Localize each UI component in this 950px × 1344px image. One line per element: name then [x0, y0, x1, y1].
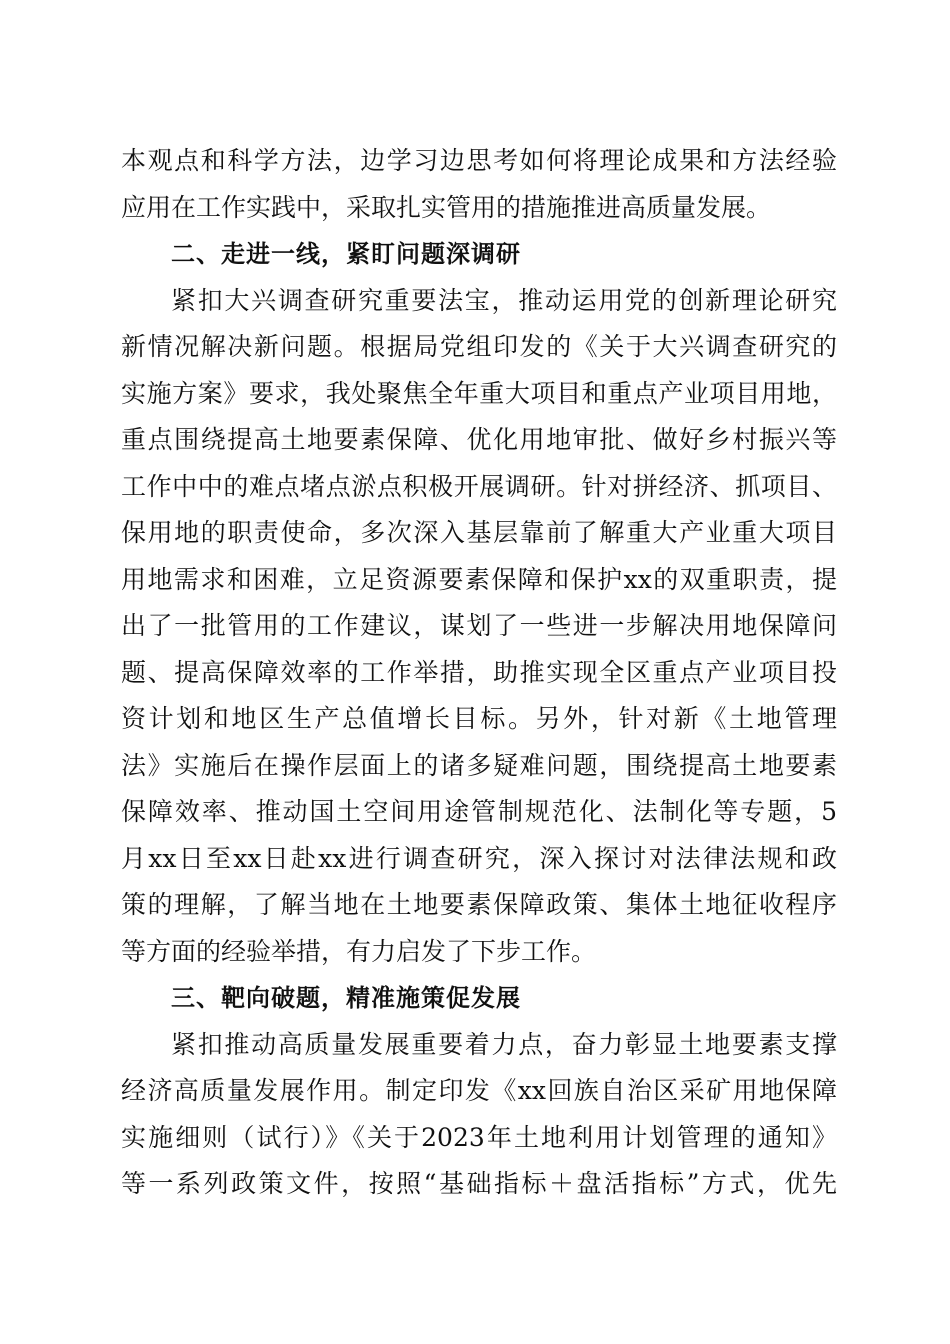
paragraph-line: 保用地的职责使命，多次深入基层靠前了解重大产业重大项目 — [121, 518, 837, 547]
paragraph-line: 策的理解，了解当地在土地要素保障政策、集体土地征收程序 — [121, 890, 837, 919]
paragraph-line: 紧扣推动高质量发展重要着力点，奋力彰显土地要素支撑 — [171, 1030, 837, 1059]
section-heading: 三、靶向破题，精准施策促发展 — [171, 984, 521, 1012]
paragraph-line: 实施方案》要求，我处聚焦全年重大项目和重点产业项目用地， — [121, 379, 837, 408]
paragraph-line: 等方面的经验举措，有力启发了下步工作。 — [121, 937, 597, 966]
paragraph-line: 用地需求和困难，立足资源要素保障和保护xx的双重职责，提 — [121, 565, 837, 594]
paragraph-line: 出了一批管用的工作建议，谋划了一些进一步解决用地保障问 — [121, 611, 837, 640]
paragraph-line: 法》实施后在操作层面上的诸多疑难问题，围绕提高土地要素 — [121, 751, 837, 780]
paragraph-line: 新情况解决新问题。根据局党组印发的《关于大兴调查研究的 — [121, 332, 837, 361]
paragraph-line: 月xx日至xx日赴xx进行调查研究，深入探讨对法律法规和政 — [121, 844, 837, 873]
paragraph-line: 本观点和科学方法，边学习边思考如何将理论成果和方法经验 — [121, 146, 837, 175]
paragraph-line: 等一系列政策文件，按照“基础指标＋盘活指标”方式，优先 — [121, 1169, 837, 1198]
paragraph-line: 紧扣大兴调查研究重要法宝，推动运用党的创新理论研究 — [171, 286, 837, 315]
paragraph-line: 实施细则（试行）》《关于2023年土地利用计划管理的通知》 — [121, 1123, 837, 1152]
paragraph-line: 应用在工作实践中，采取扎实管用的措施推进高质量发展。 — [121, 193, 772, 222]
paragraph-line: 重点围绕提高土地要素保障、优化用地审批、做好乡村振兴等 — [121, 425, 837, 454]
paragraph-line: 题、提高保障效率的工作举措，助推实现全区重点产业项目投 — [121, 658, 837, 687]
paragraph-line: 资计划和地区生产总值增长目标。另外，针对新《土地管理 — [121, 704, 837, 733]
paragraph-line: 保障效率、推动国土空间用途管制规范化、法制化等专题，5 — [121, 797, 837, 826]
paragraph-line: 经济高质量发展作用。制定印发《xx回族自治区采矿用地保障 — [121, 1076, 837, 1105]
section-heading: 二、走进一线，紧盯问题深调研 — [171, 240, 521, 268]
paragraph-line: 工作中中的难点堵点淤点积极开展调研。针对拼经济、抓项目、 — [121, 472, 837, 501]
